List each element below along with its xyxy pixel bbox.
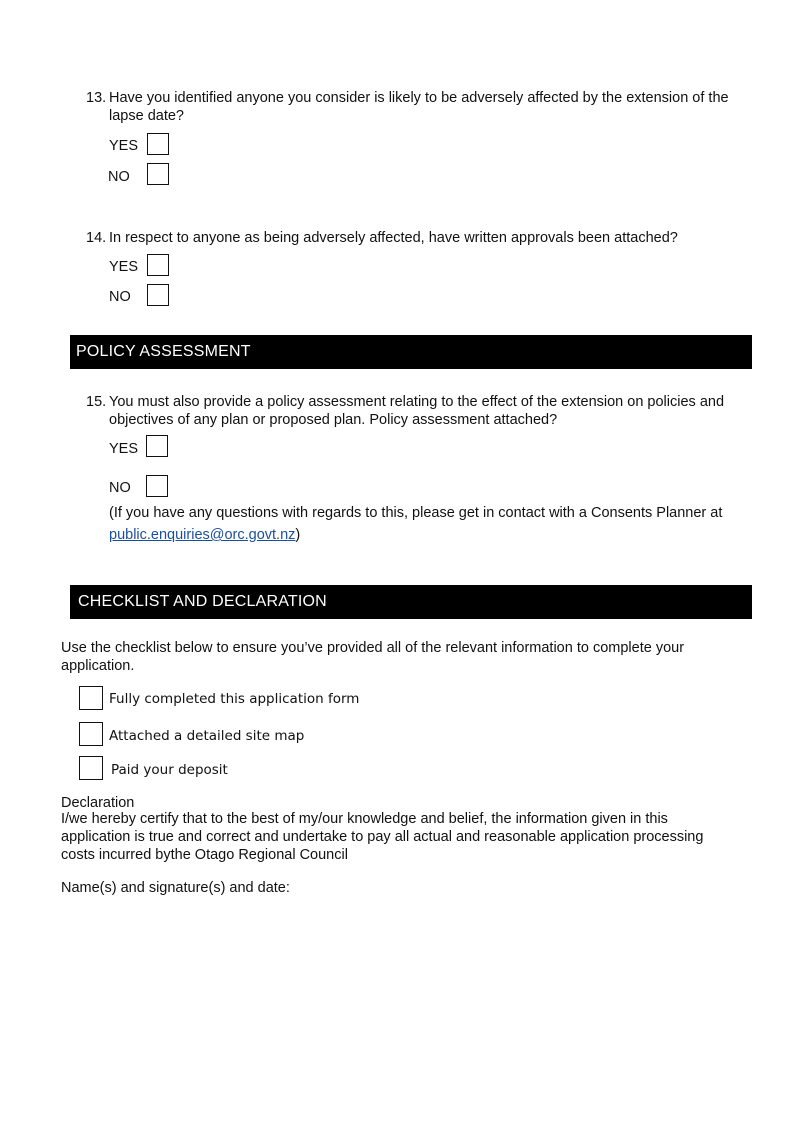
checklist-site-map-checkbox[interactable] <box>79 722 103 746</box>
q13-no-checkbox[interactable] <box>147 163 169 185</box>
signature-label: Name(s) and signature(s) and date: <box>61 880 290 896</box>
enquiries-email-link[interactable]: public.enquiries@orc.govt.nz <box>109 527 296 543</box>
checklist-intro: Use the checklist below to ensure you’ve provided all of the relevant information to complete your application. <box>61 640 685 674</box>
checklist-item-deposit: Paid your deposit <box>111 762 228 778</box>
checklist-deposit-checkbox[interactable] <box>79 756 103 780</box>
q15-yes-checkbox[interactable] <box>146 435 168 457</box>
q13-no-label: NO <box>108 169 130 185</box>
q15-yes-label: YES <box>109 441 139 457</box>
question-15-text: You must also provide a policy assessment relating to the effect of the extension on policies and objectives of any plan or proposed plan. Policy assessment attached? <box>109 394 725 428</box>
q14-yes-label: YES <box>109 259 139 275</box>
question-15-number: 15. <box>86 394 107 410</box>
checklist-declaration-heading: CHECKLIST AND DECLARATION <box>70 585 752 619</box>
q15-note-prefix: (If you have any questions with regards to this, please get in contact with a Consents Planner at <box>109 505 723 521</box>
question-13-text: Have you identified anyone you consider is likely to be adversely affected by the extension of the lapse date? <box>109 90 729 124</box>
question-14-text: In respect to anyone as being adversely affected, have written approvals been attached? <box>109 230 678 246</box>
checklist-form-checkbox[interactable] <box>79 686 103 710</box>
q14-no-checkbox[interactable] <box>147 284 169 306</box>
question-14-number: 14. <box>86 230 107 246</box>
checklist-item-site-map: Attached a detailed site map <box>109 728 305 744</box>
q15-no-checkbox[interactable] <box>146 475 168 497</box>
q15-no-label: NO <box>109 480 131 496</box>
q14-yes-checkbox[interactable] <box>147 254 169 276</box>
q14-no-label: NO <box>109 289 131 305</box>
q13-yes-checkbox[interactable] <box>147 133 169 155</box>
question-13-number: 13. <box>86 90 107 106</box>
policy-assessment-heading: POLICY ASSESSMENT <box>70 335 752 369</box>
q15-contact-note <box>109 502 744 546</box>
q15-note-suffix: ) <box>295 527 301 543</box>
declaration-title: Declaration <box>61 795 135 811</box>
q13-yes-label: YES <box>109 138 139 154</box>
checklist-item-form: Fully completed this application form <box>109 691 360 707</box>
declaration-text: I/we hereby certify that to the best of my/our knowledge and belief, the information given in this application is true and correct and undertake to pay all actual and reasonable application processing costs incurred bythe Otago Regional Council <box>61 811 704 863</box>
